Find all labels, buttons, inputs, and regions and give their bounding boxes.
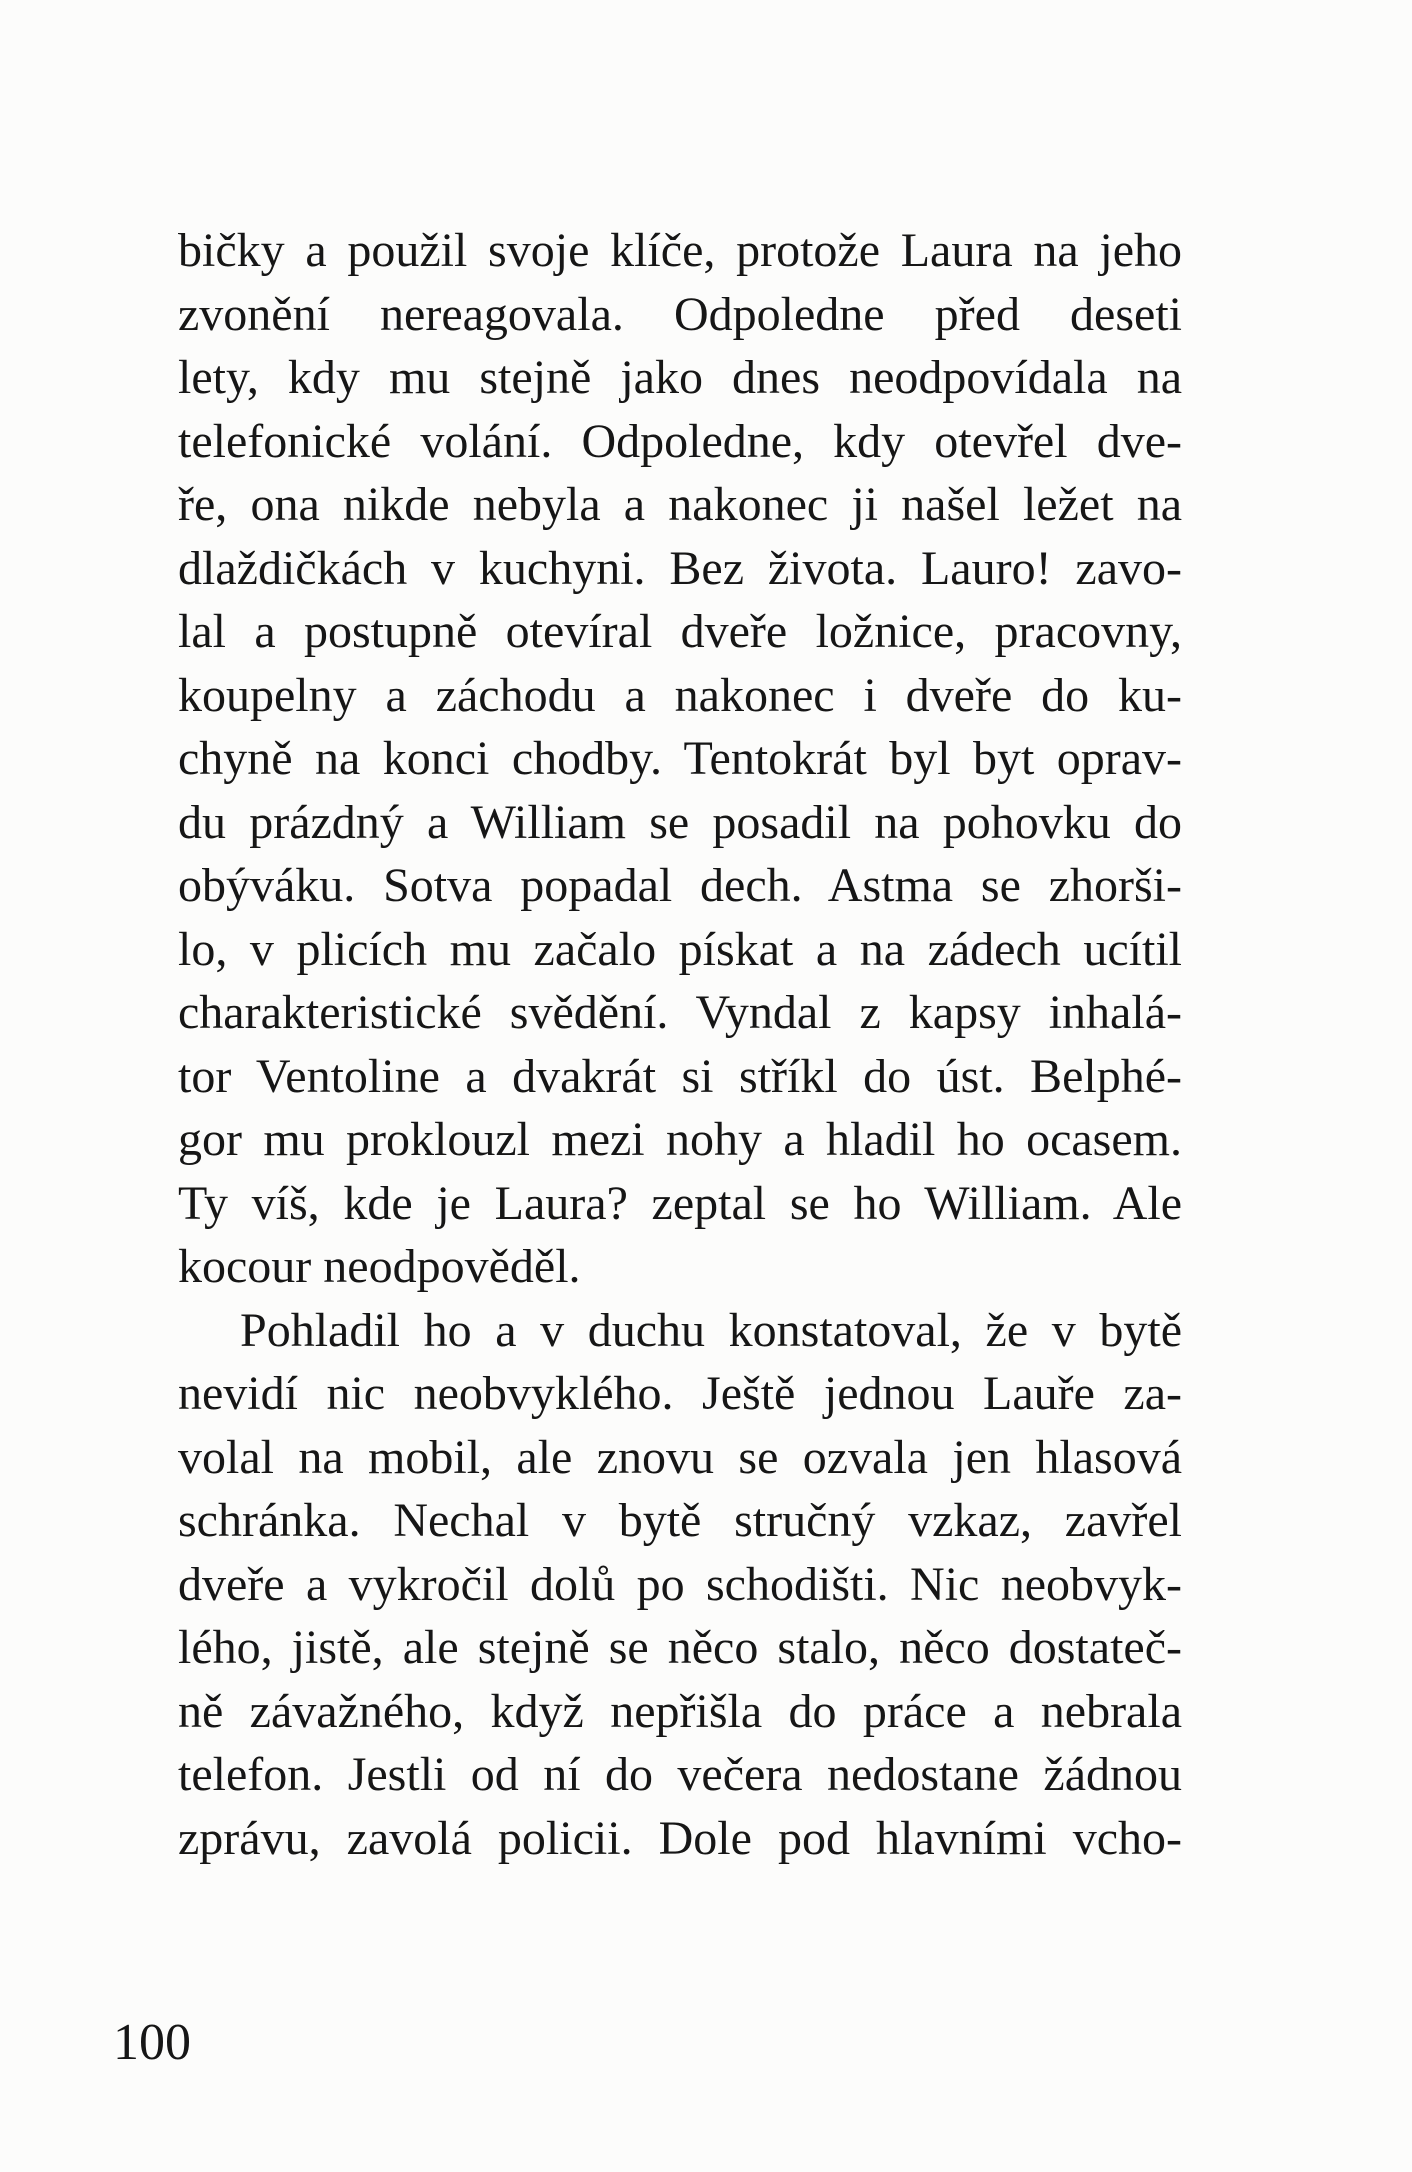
text-line (178, 727, 1182, 791)
text-line (178, 981, 1182, 1045)
text-line (178, 854, 1182, 918)
text-line-content: volal na mobil, ale znovu se ozvala jen hlasová (178, 1430, 1182, 1484)
text-line-content: schránka. Nechal v bytě stručný vzkaz, zavřel (178, 1494, 1182, 1547)
text-line-content: kocour neodpověděl. (178, 1240, 581, 1293)
text-line (178, 473, 1182, 537)
text-line (178, 791, 1182, 855)
text-line (178, 1807, 1182, 1871)
text-line (178, 410, 1182, 474)
text-line-content: ně závažného, když nepřišla do práce a nebrala (178, 1684, 1182, 1738)
text-line-content: du prázdný a William se posadil na pohovku do (178, 795, 1182, 849)
text-line (178, 1235, 1182, 1299)
text-line (178, 1489, 1182, 1553)
text-line (178, 1553, 1182, 1617)
text-line-content: koupelny a záchodu a nakonec i dveře do ku- (178, 668, 1182, 722)
text-line-content: dlaždičkách v kuchyni. Bez života. Lauro! zavo- (178, 541, 1182, 595)
text-line-content: telefon. Jestli od ní do večera nedostane žádnou (178, 1748, 1182, 1801)
text-line-content: lety, kdy mu stejně jako dnes neodpovídala na (178, 351, 1182, 404)
text-line (178, 1616, 1182, 1680)
text-line-content: zvonění nereagovala. Odpoledne před deseti (178, 287, 1182, 341)
text-line-content: charakteristické svědění. Vyndal z kapsy inhalá- (178, 986, 1182, 1039)
text-line (178, 537, 1182, 601)
text-line-content: ře, ona nikde nebyla a nakonec ji našel ležet na (178, 478, 1182, 531)
text-line (178, 600, 1182, 664)
text-line-content: nevidí nic neobvyklého. Ještě jednou Lauře za- (178, 1367, 1182, 1420)
text-line-content: zprávu, zavolá policii. Dole pod hlavními vcho- (178, 1811, 1182, 1865)
text-line-content: Pohladil ho a v duchu konstatoval, že v bytě (240, 1303, 1182, 1357)
text-block (178, 219, 1182, 1870)
text-line-content: lal a postupně otevíral dveře ložnice, pracovny, (178, 605, 1182, 658)
text-line-content: Ty víš, kde je Laura? zeptal se ho William. Ale (178, 1176, 1182, 1230)
text-line-content: dveře a vykročil dolů po schodišti. Nic neobvyk- (178, 1557, 1182, 1611)
text-line-content: obýváku. Sotva popadal dech. Astma se zhorši- (178, 859, 1182, 912)
text-line-content: chyně na konci chodby. Tentokrát byl byt oprav- (178, 732, 1182, 785)
text-line (178, 1299, 1182, 1363)
page-number: 100 (113, 2014, 191, 2071)
text-line (178, 1743, 1182, 1807)
text-line (178, 1045, 1182, 1109)
text-line-content: telefonické volání. Odpoledne, kdy otevřel dve- (178, 414, 1182, 468)
text-line-content: bičky a použil svoje klíče, protože Laura na jeho (178, 224, 1182, 277)
text-line (178, 1108, 1182, 1172)
text-line (178, 918, 1182, 982)
text-line (178, 1426, 1182, 1490)
text-line (178, 219, 1182, 283)
text-line-content: gor mu proklouzl mezi nohy a hladil ho ocasem. (178, 1113, 1182, 1166)
text-line (178, 283, 1182, 347)
text-line-content: lého, jistě, ale stejně se něco stalo, něco dostateč- (178, 1621, 1182, 1674)
text-line (178, 346, 1182, 410)
text-line (178, 1362, 1182, 1426)
text-line (178, 664, 1182, 728)
text-line-content: lo, v plicích mu začalo pískat a na zádech ucítil (178, 922, 1182, 976)
text-line (178, 1172, 1182, 1236)
text-line-content: tor Ventoline a dvakrát si stříkl do úst. Belphé- (178, 1049, 1182, 1103)
text-line (178, 1680, 1182, 1744)
